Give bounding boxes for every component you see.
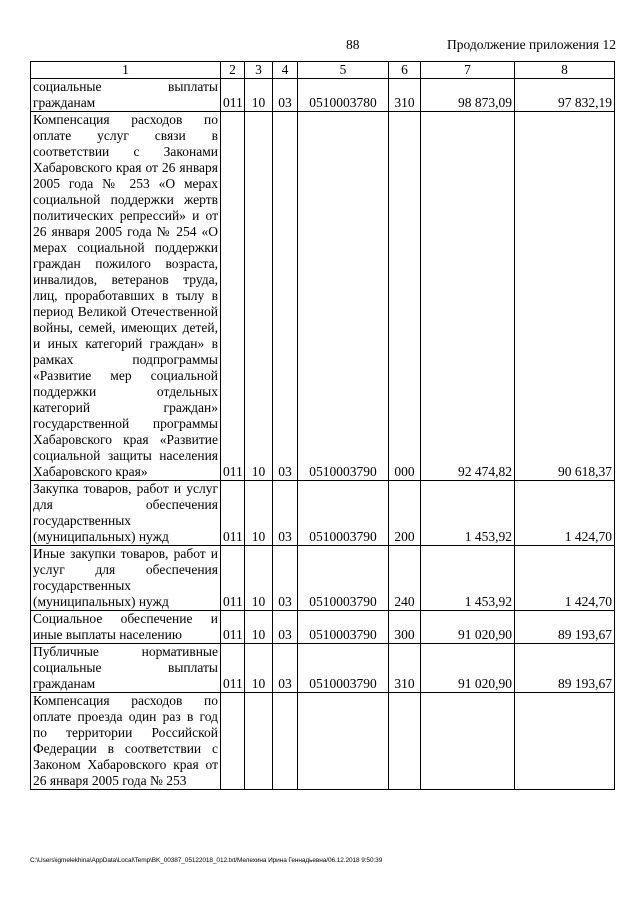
- section-code: 10: [245, 644, 273, 693]
- subsection-code: [273, 693, 298, 790]
- expense-type-code: 310: [389, 79, 421, 112]
- column-header: 8: [515, 62, 615, 79]
- ministry-code: 011: [221, 611, 245, 644]
- amount-year-2: 97 832,19: [515, 79, 615, 112]
- section-code: 10: [245, 611, 273, 644]
- row-name: социальные выплаты гражданам: [31, 79, 221, 112]
- ministry-code: 011: [221, 546, 245, 611]
- column-header: 4: [273, 62, 298, 79]
- target-code: 0510003790: [298, 481, 389, 546]
- column-header: 1: [31, 62, 221, 79]
- row-name: Компенсация расходов по оплате проезда один раз в год по территории Российской Федерации в соответствии с Законом Хабаровского края от 26 января 2005 года № 253: [31, 693, 221, 790]
- expense-type-code: [389, 693, 421, 790]
- subsection-code: 03: [273, 611, 298, 644]
- amount-year-2: 1 424,70: [515, 481, 615, 546]
- file-path-footer: C:\Users\igmelekhina\AppData\Local\Temp\BK_00387_05122018_012.txt/Мелехина Ирина Геннадьевна/06.12.2018 9:50:39: [30, 857, 383, 864]
- section-code: [245, 693, 273, 790]
- amount-year-1: 91 020,90: [421, 644, 515, 693]
- expense-type-code: 310: [389, 644, 421, 693]
- section-code: 10: [245, 546, 273, 611]
- table-row: [31, 481, 615, 546]
- page-number: 88: [346, 37, 360, 52]
- expense-type-code: 200: [389, 481, 421, 546]
- section-code: 10: [245, 79, 273, 112]
- table-row: [31, 79, 615, 112]
- subsection-code: 03: [273, 112, 298, 481]
- column-header: 2: [221, 62, 245, 79]
- amount-year-1: 1 453,92: [421, 546, 515, 611]
- column-header: 7: [421, 62, 515, 79]
- amount-year-2: 1 424,70: [515, 546, 615, 611]
- ministry-code: 011: [221, 481, 245, 546]
- target-code: 0510003790: [298, 546, 389, 611]
- row-name: Публичные нормативные социальные выплаты гражданам: [31, 644, 221, 693]
- amount-year-2: 89 193,67: [515, 611, 615, 644]
- target-code: 0510003790: [298, 112, 389, 481]
- amount-year-1: 92 474,82: [421, 112, 515, 481]
- header-row: [31, 62, 615, 79]
- amount-year-1: 1 453,92: [421, 481, 515, 546]
- table-row: [31, 546, 615, 611]
- section-code: 10: [245, 112, 273, 481]
- column-header: 6: [389, 62, 421, 79]
- table-row: [31, 112, 615, 481]
- row-name: Компенсация расходов по оплате услуг связи в соответствии с Законами Хабаровского края от 26 января 2005 года № 253 «О мерах социальной поддержки жертв политических репрессий» и от 26 января 2005 года № 254 «О мерах социальной поддержки граждан пожилого возраста, инвалидов, ветеранов труда, лиц, проработавших в тылу в период Великой Отечественной войны, семей, имеющих детей, и иных категорий граждан» в рамках подпрограммы «Развитие мер социальной поддержки отдельных категорий граждан» государственной программы Хабаровского края «Развитие социальной защиты населения Хабаровского края»: [31, 112, 221, 481]
- subsection-code: 03: [273, 481, 298, 546]
- section-code: 10: [245, 481, 273, 546]
- table-row: [31, 693, 615, 790]
- amount-year-1: 91 020,90: [421, 611, 515, 644]
- expense-type-code: 300: [389, 611, 421, 644]
- target-code: 0510003780: [298, 79, 389, 112]
- ministry-code: 011: [221, 644, 245, 693]
- column-header: 3: [245, 62, 273, 79]
- amount-year-2: 89 193,67: [515, 644, 615, 693]
- amount-year-1: 98 873,09: [421, 79, 515, 112]
- table-row: [31, 611, 615, 644]
- subsection-code: 03: [273, 644, 298, 693]
- subsection-code: 03: [273, 79, 298, 112]
- table-row: [31, 644, 615, 693]
- target-code: 0510003790: [298, 611, 389, 644]
- expense-type-code: 240: [389, 546, 421, 611]
- amount-year-2: 90 618,37: [515, 112, 615, 481]
- ministry-code: [221, 693, 245, 790]
- row-name: Иные закупки товаров, работ и услуг для обеспечения государственных (муниципальных) нужд: [31, 546, 221, 611]
- row-name: Социальное обеспечение и иные выплаты населению: [31, 611, 221, 644]
- appendix-continuation-note: Продолжение приложения 12: [446, 37, 616, 52]
- amount-year-1: [421, 693, 515, 790]
- target-code: 0510003790: [298, 644, 389, 693]
- amount-year-2: [515, 693, 615, 790]
- expense-type-code: 000: [389, 112, 421, 481]
- target-code: [298, 693, 389, 790]
- budget-table: [30, 61, 615, 790]
- ministry-code: 011: [221, 79, 245, 112]
- subsection-code: 03: [273, 546, 298, 611]
- ministry-code: 011: [221, 112, 245, 481]
- row-name: Закупка товаров, работ и услуг для обеспечения государственных (муниципальных) нужд: [31, 481, 221, 546]
- table-header: [31, 62, 615, 79]
- column-header: 5: [298, 62, 389, 79]
